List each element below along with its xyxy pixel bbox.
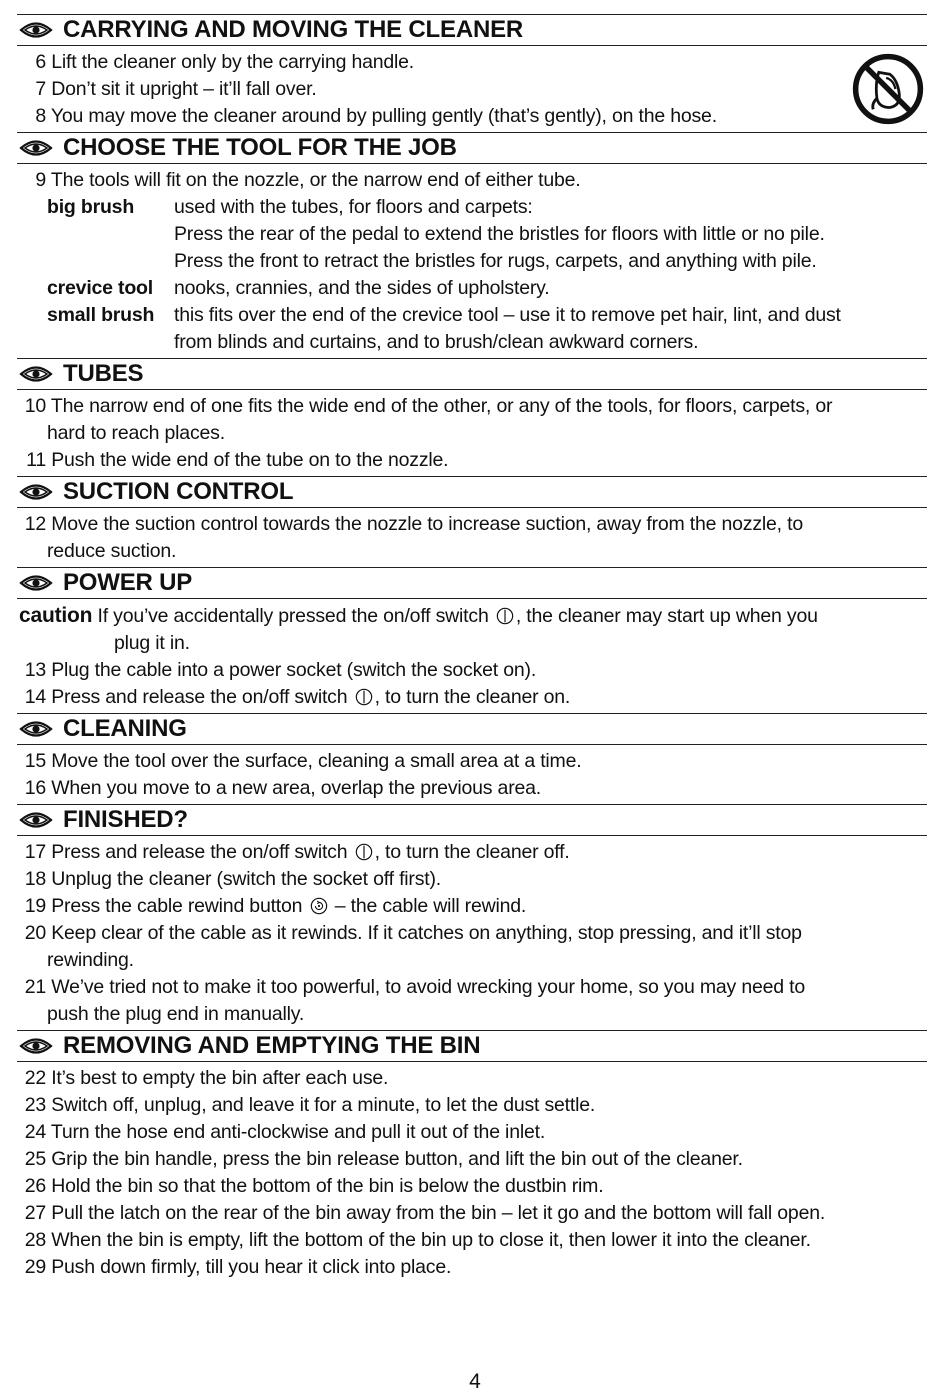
section-title: CARRYING AND MOVING THE CLEANER: [63, 16, 524, 43]
item-number: 10: [24, 395, 46, 417]
section-header: [17, 358, 927, 390]
item-text-after: , to turn the cleaner on.: [374, 686, 571, 708]
item-number: 17: [24, 841, 46, 863]
item-number: 25: [24, 1148, 46, 1170]
caution-label: caution: [19, 604, 93, 627]
list-item: [17, 866, 927, 893]
list-item: [17, 393, 927, 420]
item-number: 13: [24, 659, 46, 681]
section-0: [17, 14, 927, 132]
list-item: [17, 49, 927, 76]
list-item: [17, 447, 927, 474]
section-body: [17, 745, 927, 804]
document-page: [17, 14, 927, 1283]
section-header: [17, 132, 927, 164]
item-continuation: rewinding.: [47, 949, 134, 971]
list-item: [17, 893, 927, 920]
power-switch-icon: [355, 843, 373, 861]
section-title: REMOVING AND EMPTYING THE BIN: [63, 1032, 481, 1059]
item-text-after: , to turn the cleaner off.: [374, 841, 570, 863]
term-name: big brush: [47, 196, 135, 218]
item-number: 20: [24, 922, 46, 944]
item-number: 21: [24, 976, 46, 998]
item-number: 19: [24, 895, 46, 917]
item-text: Push the wide end of the tube on to the nozzle.: [51, 449, 449, 471]
section-4: [17, 567, 927, 713]
item-text: Switch off, unplug, and leave it for a minute, to let the dust settle.: [51, 1094, 596, 1116]
list-item: [17, 167, 927, 194]
eye-icon: [19, 574, 53, 592]
item-text: Press the cable rewind button: [51, 895, 303, 917]
list-item: [17, 775, 927, 802]
section-title: SUCTION CONTROL: [63, 478, 294, 505]
term-definition: nooks, crannies, and the sides of upholstery.: [174, 277, 550, 299]
item-text: Grip the bin handle, press the bin release button, and lift the bin out of the cleaner.: [51, 1148, 743, 1170]
section-body: [17, 164, 927, 358]
section-header: [17, 713, 927, 745]
list-item: [17, 511, 927, 538]
eye-icon: [19, 1037, 53, 1055]
item-number: 29: [24, 1256, 46, 1278]
list-item: [17, 839, 927, 866]
item-text: When the bin is empty, lift the bottom of the bin up to close it, then lower it into the cleaner.: [51, 1229, 811, 1251]
item-number: 23: [24, 1094, 46, 1116]
term-definition: this fits over the end of the crevice tool – use it to remove pet hair, lint, and dust: [174, 304, 841, 326]
section-title: TUBES: [63, 360, 144, 387]
item-text: Turn the hose end anti-clockwise and pull it out of the inlet.: [50, 1121, 546, 1143]
caution-text-after: , the cleaner may start up when you: [515, 605, 818, 627]
eye-icon: [19, 483, 53, 501]
power-switch-icon: [496, 607, 514, 625]
item-text: You may move the cleaner around by pulling gently (that’s gently), on the hose.: [50, 105, 717, 127]
list-item: [17, 1200, 927, 1227]
term-row: [17, 194, 927, 221]
item-text: Keep clear of the cable as it rewinds. If it catches on anything, stop pressing, and it’ll stop: [51, 922, 802, 944]
item-text: Plug the cable into a power socket (switch the socket on).: [51, 659, 537, 681]
section-body: [17, 599, 927, 713]
list-item: [17, 1146, 927, 1173]
section-2: [17, 358, 927, 476]
section-body: [17, 508, 927, 567]
section-body: [17, 836, 927, 1030]
item-number: 18: [24, 868, 46, 890]
item-number: 14: [24, 686, 46, 708]
caution-continuation: plug it in.: [114, 632, 190, 654]
item-text: The narrow end of one fits the wide end of the other, or any of the tools, for floors, carpets, or: [50, 395, 833, 417]
list-item: [17, 1119, 927, 1146]
item-text: Push down firmly, till you hear it click into place.: [51, 1256, 452, 1278]
term-name: crevice tool: [47, 277, 153, 299]
eye-icon: [19, 139, 53, 157]
item-continuation: push the plug end in manually.: [47, 1003, 305, 1025]
list-item: [17, 684, 927, 711]
list-item: [17, 1254, 927, 1281]
section-title: CLEANING: [63, 715, 187, 742]
section-header: [17, 14, 927, 46]
list-item: [17, 103, 927, 130]
item-number: 22: [24, 1067, 46, 1089]
section-header: [17, 1030, 927, 1062]
caution-text: If you’ve accidentally pressed the on/off switch: [97, 605, 489, 627]
item-number: 28: [24, 1229, 46, 1251]
eye-icon: [19, 21, 53, 39]
item-number: 24: [24, 1121, 46, 1143]
item-number: 27: [24, 1202, 46, 1224]
item-text-after: – the cable will rewind.: [329, 895, 527, 917]
list-item: [17, 920, 927, 947]
section-1: [17, 132, 927, 358]
term-row: [17, 275, 927, 302]
list-item: [17, 748, 927, 775]
cable-rewind-icon: [310, 897, 328, 915]
section-body: [17, 390, 927, 476]
item-text: The tools will fit on the nozzle, or the narrow end of either tube.: [50, 169, 581, 191]
item-text: It’s best to empty the bin after each use.: [51, 1067, 389, 1089]
caution-line: [17, 602, 927, 630]
list-item: [17, 1227, 927, 1254]
term-definition-continuation: Press the rear of the pedal to extend the bristles for floors with little or no pile.: [174, 223, 825, 245]
list-item: [17, 657, 927, 684]
item-number: 9: [35, 169, 46, 191]
no-sit-upright-icon: [851, 52, 925, 126]
section-6: [17, 804, 927, 1030]
list-item: [17, 974, 927, 1001]
power-switch-icon: [355, 688, 373, 706]
list-item: [17, 1173, 927, 1200]
list-item: [17, 1092, 927, 1119]
item-text: Move the tool over the surface, cleaning a small area at a time.: [51, 750, 582, 772]
item-text: Move the suction control towards the nozzle to increase suction, away from the nozzle, to: [51, 513, 803, 535]
page-number: 4: [469, 1370, 481, 1393]
item-number: 11: [26, 449, 46, 471]
item-number: 15: [24, 750, 46, 772]
section-title: POWER UP: [63, 569, 193, 596]
item-number: 12: [24, 513, 46, 535]
list-item: [17, 1065, 927, 1092]
term-definition: used with the tubes, for floors and carpets:: [174, 196, 533, 218]
item-number: 26: [24, 1175, 46, 1197]
item-text: Hold the bin so that the bottom of the bin is below the dustbin rim.: [51, 1175, 604, 1197]
section-3: [17, 476, 927, 567]
item-text: Unplug the cleaner (switch the socket off first).: [51, 868, 441, 890]
item-continuation: reduce suction.: [47, 540, 177, 562]
eye-icon: [19, 365, 53, 383]
item-text: When you move to a new area, overlap the previous area.: [51, 777, 542, 799]
item-number: 7: [35, 78, 46, 100]
item-number: 16: [24, 777, 46, 799]
item-text: Press and release the on/off switch: [51, 686, 348, 708]
item-text: Don’t sit it upright – it’ll fall over.: [51, 78, 317, 100]
term-definition-continuation: from blinds and curtains, and to brush/clean awkward corners.: [174, 331, 699, 353]
section-title: FINISHED?: [63, 806, 188, 833]
item-text: We’ve tried not to make it too powerful, to avoid wrecking your home, so you may need to: [51, 976, 805, 998]
item-text: Press and release the on/off switch: [51, 841, 348, 863]
eye-icon: [19, 811, 53, 829]
section-header: [17, 804, 927, 836]
section-7: [17, 1030, 927, 1283]
term-row: [17, 302, 927, 329]
item-continuation: hard to reach places.: [47, 422, 225, 444]
section-title: CHOOSE THE TOOL FOR THE JOB: [63, 134, 457, 161]
item-number: 6: [35, 51, 46, 73]
section-body: [17, 1062, 927, 1283]
term-definition-continuation: Press the front to retract the bristles for rugs, carpets, and anything with pile.: [174, 250, 817, 272]
section-header: [17, 476, 927, 508]
item-text: Pull the latch on the rear of the bin away from the bin – let it go and the bottom will fall open.: [51, 1202, 826, 1224]
term-name: small brush: [47, 304, 155, 326]
section-header: [17, 567, 927, 599]
list-item: [17, 76, 927, 103]
item-number: 8: [35, 105, 46, 127]
item-text: Lift the cleaner only by the carrying handle.: [51, 51, 415, 73]
eye-icon: [19, 720, 53, 738]
section-5: [17, 713, 927, 804]
section-body: [17, 46, 927, 132]
